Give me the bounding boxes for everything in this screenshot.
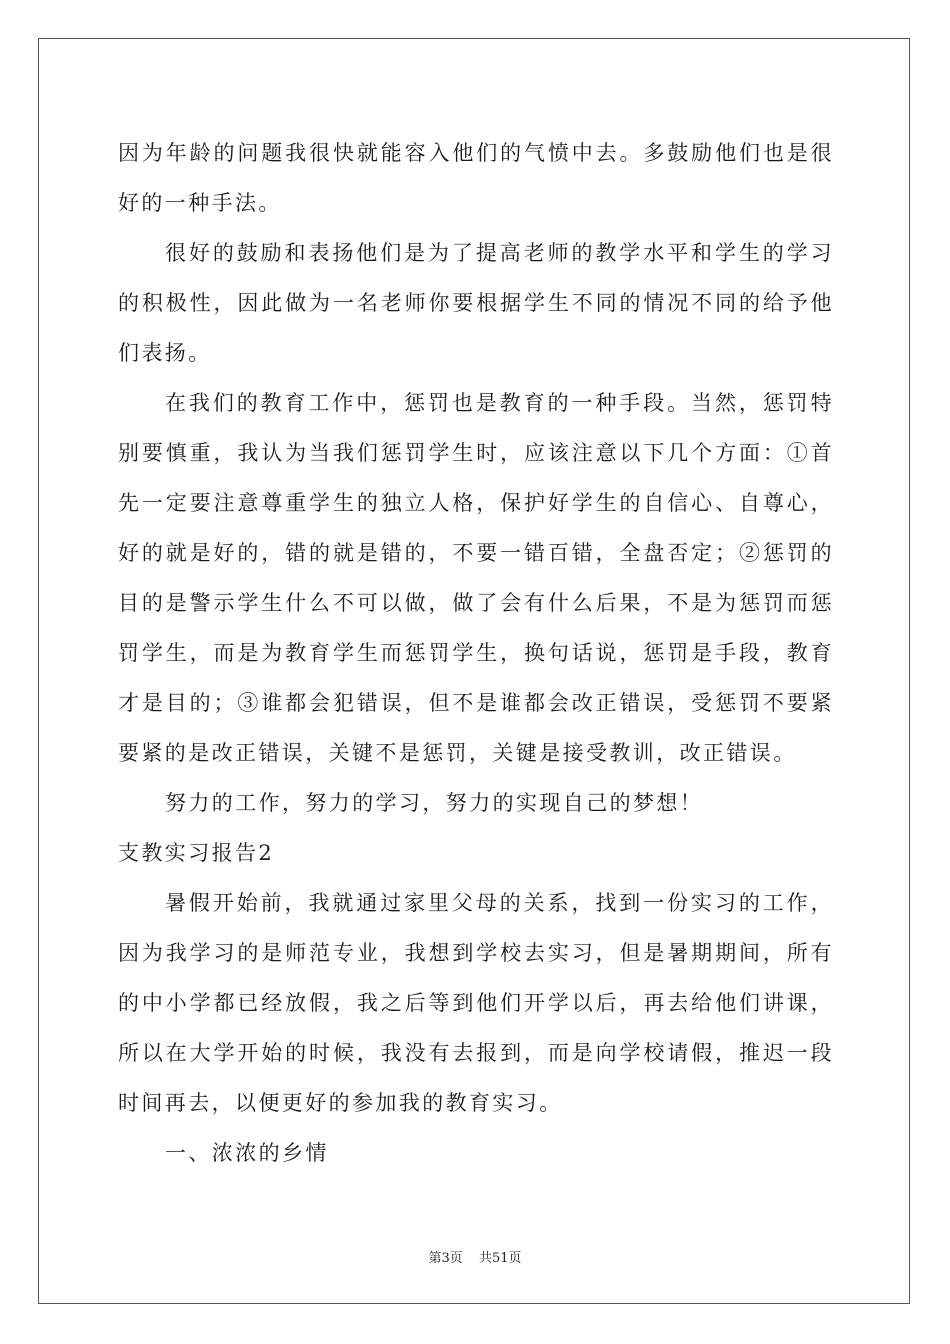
paragraph-4: 努力的工作，努力的学习，努力的实现自己的梦想！ [165, 791, 704, 815]
subsection-heading: 一、浓浓的乡情 [165, 1141, 329, 1165]
page-total: 共51页 [478, 1251, 522, 1266]
paragraph-2: 很好的鼓励和表扬他们是为了提高老师的教学水平和学生的学习的积极性，因此做为一名老师你要根据学生不同的情况不同的给予他们表扬。 [118, 241, 834, 365]
document-body [118, 128, 834, 1178]
paragraph-5: 暑假开始前，我就通过家里父母的关系，找到一份实习的工作，因为我学习的是师范专业，我想到学校去实习，但是暑期期间，所有的中小学都已经放假，我之后等到他们开学以后，再去给他们讲课，所以在大学开始的时候，我没有去报到，而是向学校请假，推迟一段时间再去，以便更好的参加我的教育实习。 [118, 891, 834, 1115]
section-heading: 支教实习报告2 [118, 841, 275, 865]
page-footer [0, 1247, 950, 1266]
page-number: 第3页 [428, 1251, 463, 1266]
paragraph-1: 因为年龄的问题我很快就能容入他们的气愤中去。多鼓励他们也是很好的一种手法。 [118, 141, 834, 215]
paragraph-3: 在我们的教育工作中，惩罚也是教育的一种手段。当然，惩罚特别要慎重，我认为当我们惩罚学生时，应该注意以下几个方面：①首先一定要注意尊重学生的独立人格，保护好学生的自信心、自尊心，好的就是好的，错的就是错的，不要一错百错，全盘否定；②惩罚的目的是警示学生什么不可以做，做了会有什么后果，不是为惩罚而惩罚学生，而是为教育学生而惩罚学生，换句话说，惩罚是手段，教育才是目的；③谁都会犯错误，但不是谁都会改正错误，受惩罚不要紧要紧的是改正错误，关键不是惩罚，关键是接受教训，改正错误。 [118, 391, 834, 765]
